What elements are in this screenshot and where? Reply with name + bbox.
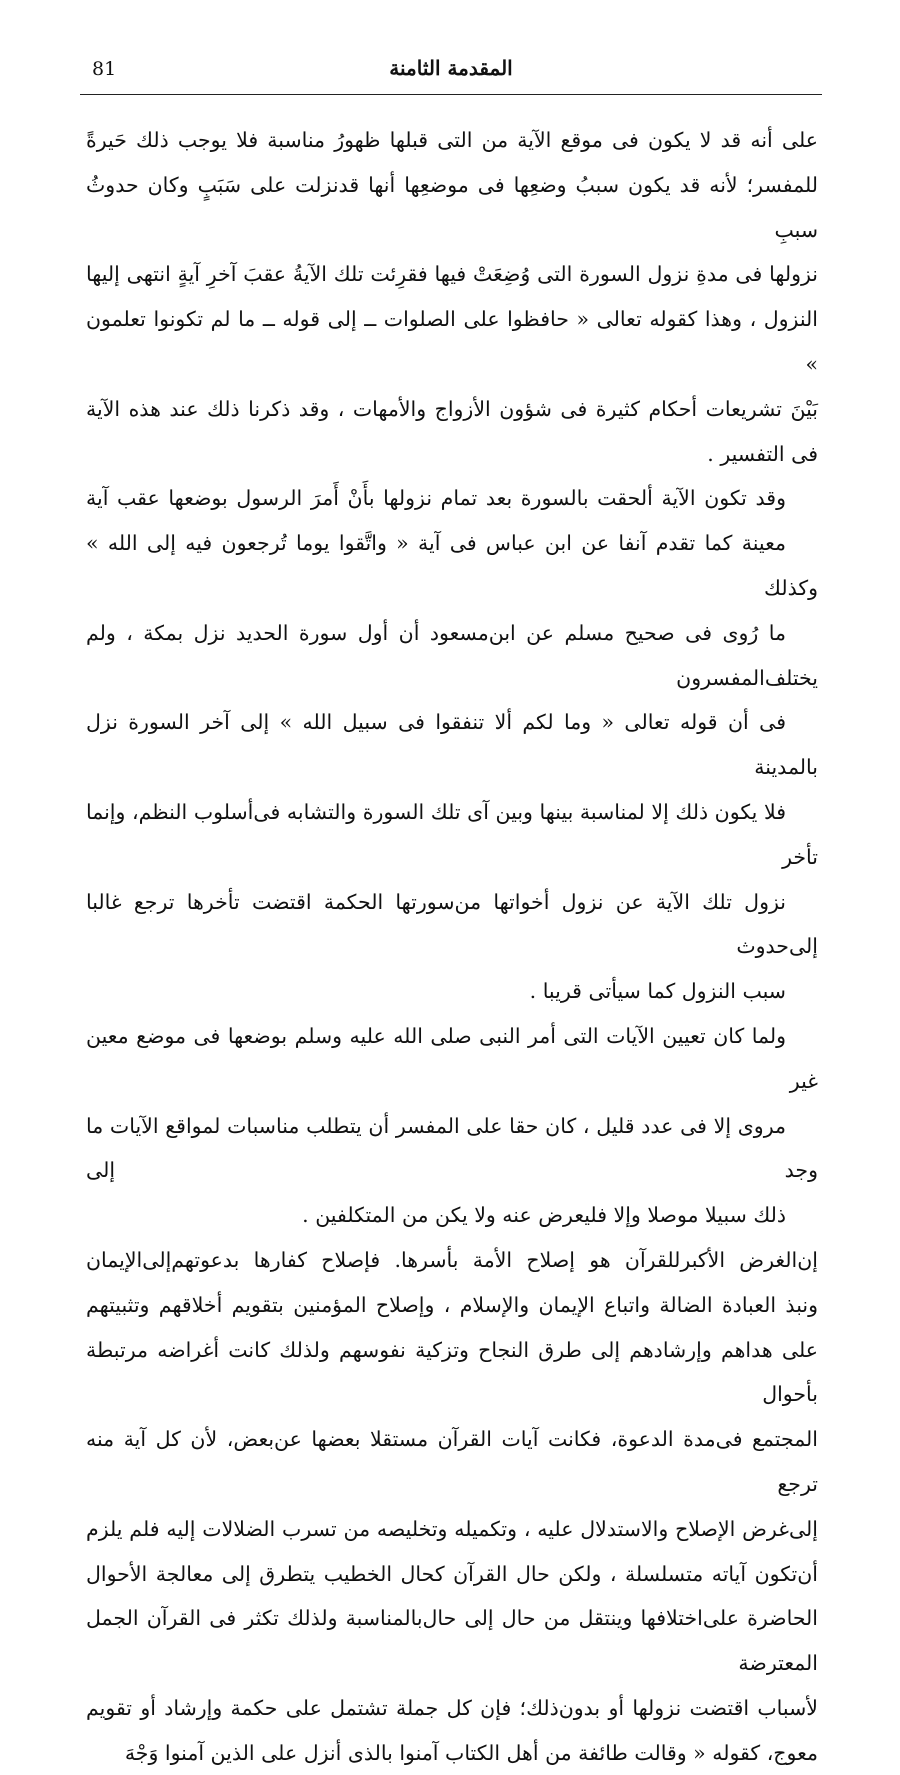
text-line: معينة كما تقدم آنفا عن ابن عباس فى آية « واتَّقوا يوما تُرجعون فيه إلى الله » وكذلك (86, 531, 818, 600)
text-line: ونبذ العبادة الضالة واتباع الإيمان والإسلام ، وإصلاح المؤمنين بتقويم أخلاقهم وتثبيتهم (86, 1292, 818, 1317)
text-line: ولما كان تعيين الآيات التى أمر النبى صلى الله عليه وسلم بوضعها فى موضع معين غير (86, 1023, 818, 1093)
text-line: ذلك سبيلا موصلا وإلا فليعرض عنه ولا يكن من المتكلفين . (302, 1203, 786, 1228)
text-line: فى التفسير . (707, 441, 818, 466)
text-line: لأسباب اقتضت نزولها أو بدون‌ذلك؛ فإن كل جملة تشتمل على حكمة وإرشاد أو تقويم (86, 1695, 818, 1720)
text-line: إلى‌غرض الإصلاح والاستدلال عليه ، وتكميله وتخليصه من تسرب الضلالات إليه فلم يلزم (86, 1516, 818, 1541)
text-line: نزول تلك الآية عن نزول أخواتها من‌سورتها الحكمة اقتضت تأخرها ترجع غالبا إلى‌حدوث (86, 889, 818, 959)
body-text (86, 118, 818, 1775)
paragraph (86, 476, 818, 1014)
running-header (80, 52, 822, 92)
page-number: 81 (92, 58, 117, 80)
text-line: مروى إلا فى عدد قليل ، كان حقا على المفسر أن يتطلب مناسبات لمواقع الآيات ما وجد إلى (86, 1113, 818, 1183)
text-line: إن‌الغرض الأكبر‌للقرآن هو إصلاح الأمة بأسرها. فإصلاح كفارها بدعوتهم‌إلى‌الإيمان (86, 1247, 818, 1272)
paragraph (86, 1238, 818, 1775)
text-line: وقد تكون الآية ألحقت بالسورة بعد تمام نزولها بأَنْ أَمرَ الرسول بوضعها عقب آية (86, 486, 786, 511)
text-line: نزولها فى مدةِ نزول السورة التى وُضِعَتْ فيها فقرِئت تلك الآيةُ عقبَ آخرِ آيةٍ انتهى إليها (86, 262, 818, 287)
text-line: أن‌تكون آياته متسلسلة ، ولكن حال القرآن كحال الخطيب يتطرق إلى معالجة الأحوال (86, 1561, 818, 1586)
text-line: فلا يكون ذلك إلا لمناسبة بينها وبين آى تلك السورة والتشابه فى‌أسلوب النظم، وإنما تأخر (86, 799, 818, 869)
paragraph (86, 118, 818, 476)
text-line: فى أن قوله تعالى « وما لكم ألا تنفقوا فى سبيل الله » إلى آخر السورة نزل بالمدينة (86, 710, 818, 780)
paragraph (86, 1014, 818, 1238)
text-line: المجتمع فى‌مدة الدعوة، فكانت آيات القرآن مستقلا بعضها عن‌بعض، لأن كل آية منه ترجع (86, 1427, 818, 1496)
text-line: سبب النزول كما سيأتى قريبا . (529, 979, 786, 1004)
text-line: ما رُوى فى صحيح مسلم عن ابن‌مسعود أن أول سورة الحديد نزل بمكة ، ولم يختلف‌المفسرون (86, 620, 818, 690)
chapter-title: المقدمة الثامنة (389, 56, 513, 80)
text-line: معوج، كقوله « وقالت طائفة من أهل الكتاب آمنوا بالذى أنزل على الذين آمنوا وَجْهَ (124, 1740, 818, 1765)
text-line: بَيْنَ تشريعات أحكام كثيرة فى شؤون الأزواج والأمهات ، وقد ذكرنا ذلك عند هذه الآية (86, 396, 818, 421)
text-line: الحاضرة على‌اختلافها وينتقل من حال إلى حال‌بالمناسبة ولذلك تكثر فى القرآن الجمل المعترضة (86, 1606, 818, 1676)
text-line: للمفسر؛ لأنه قد يكون سببُ وضعِها فى موضعِها أنها قدنزلت على سَبَبٍ وكان حدوثُ سببِ (86, 172, 818, 242)
header-divider (80, 94, 822, 95)
text-line: النزول ، وهذا كقوله تعالى « حافظوا على الصلوات ــ إلى قوله ــ ما لم تكونوا تعلمون » (86, 307, 818, 376)
text-line: على هداهم وإرشادهم إلى طرق النجاح وتزكية نفوسهم ولذلك كانت أغراضه مرتبطة بأحوال (86, 1337, 818, 1407)
text-line: على أنه قد لا يكون فى موقع الآية من التى قبلها ظهورُ مناسبة فلا يوجب ذلك حَيرةً (86, 128, 818, 152)
